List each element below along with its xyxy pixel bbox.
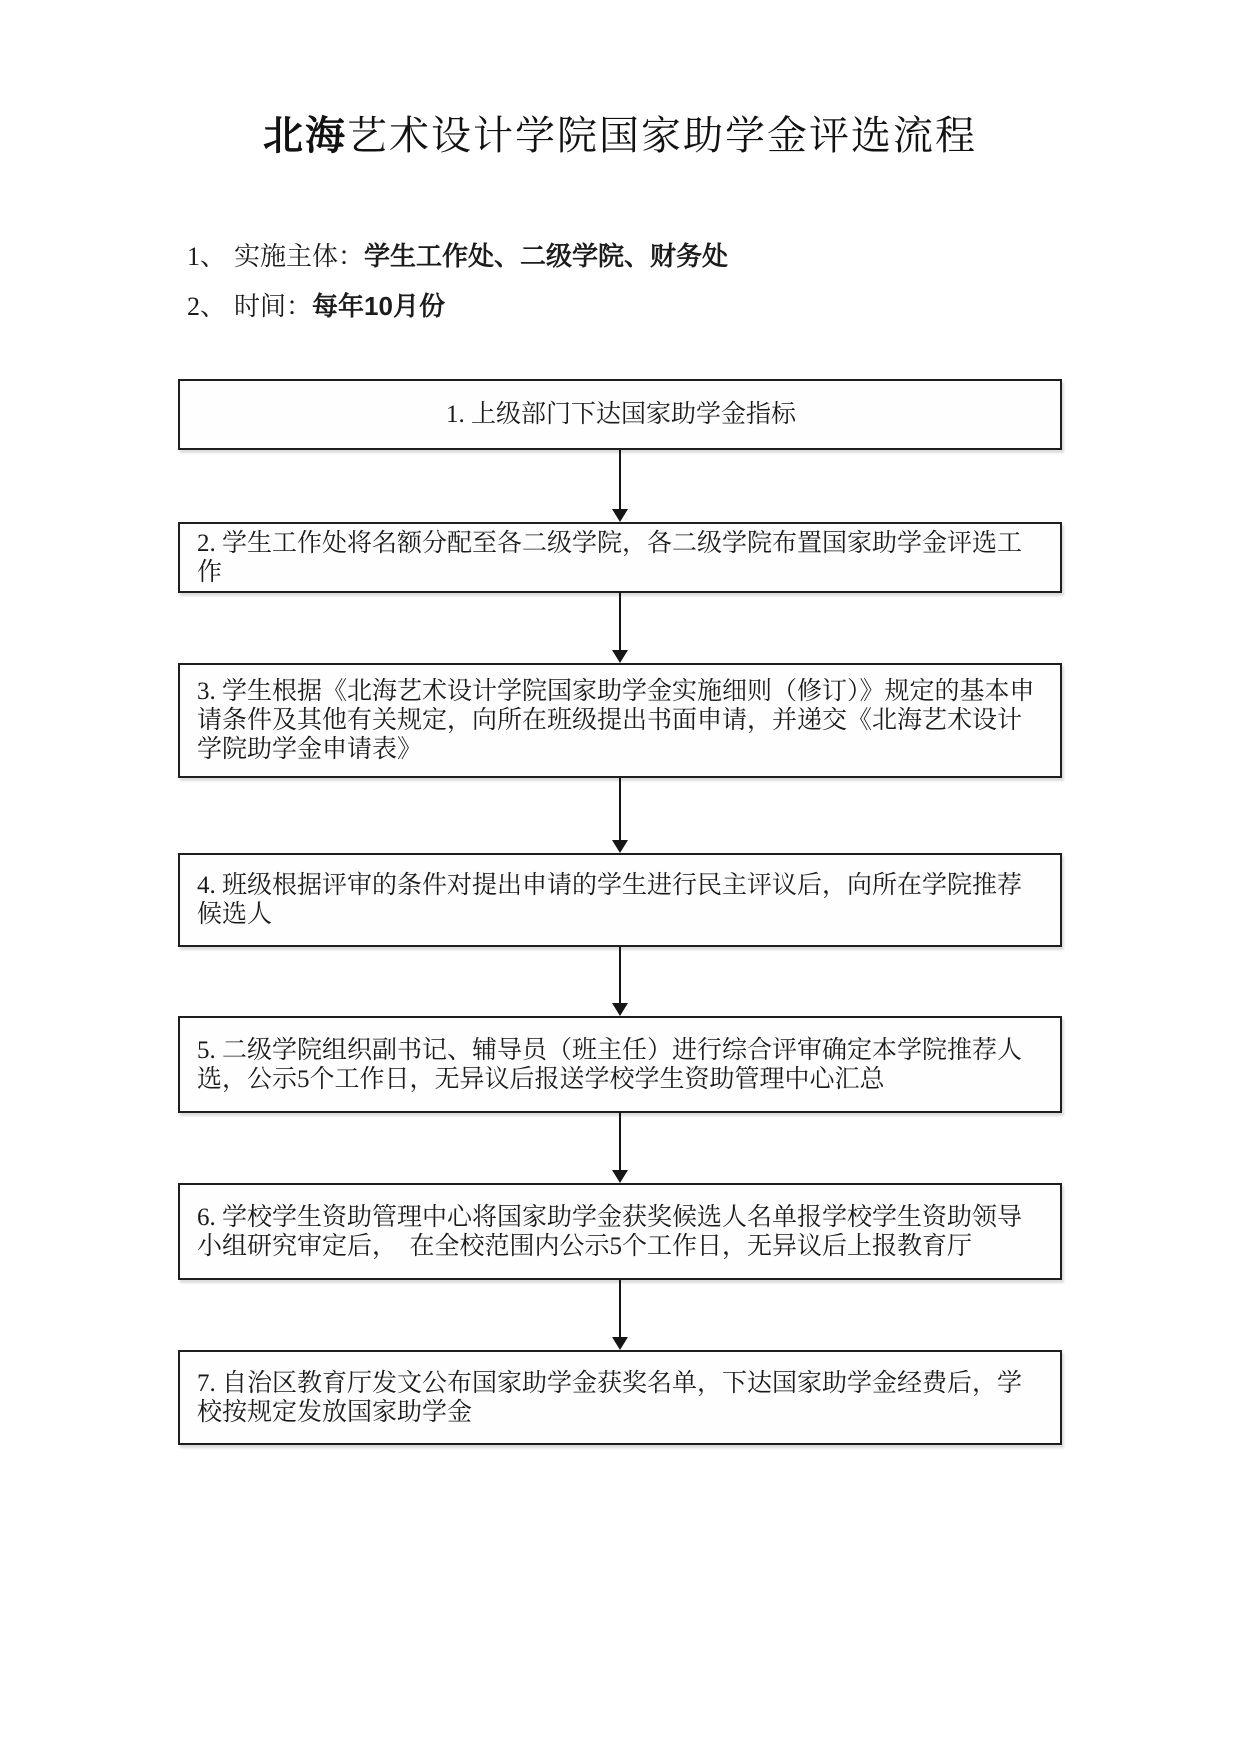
arrow-head-icon <box>612 1003 628 1016</box>
arrow-head-icon <box>612 1337 628 1350</box>
meta-item-value: 学生工作处、二级学院、财务处 <box>364 241 729 271</box>
arrow-head-icon <box>612 1170 628 1183</box>
meta-item-number: 1、 <box>187 242 227 271</box>
arrow-down-6 <box>612 1280 628 1350</box>
arrow-down-3 <box>612 778 628 853</box>
flow-step-4 <box>178 853 1062 947</box>
meta-item-number: 2、 <box>187 292 227 321</box>
flow-step-2-text: 2. 学生工作处将名额分配至各二级学院，各二级学院布置国家助学金评选工作 <box>197 529 1023 586</box>
flow-step-6 <box>178 1183 1062 1280</box>
page-title <box>0 104 1240 161</box>
flow-step-3 <box>178 663 1062 778</box>
arrow-line <box>619 1280 621 1338</box>
arrow-line <box>619 593 621 651</box>
meta-item-value: 每年10月份 <box>312 291 445 321</box>
arrow-line <box>619 450 621 510</box>
flow-step-6-text: 6. 学校学生资助管理中心将国家助学金获奖候选人名单报学校学生资助领导小组研究审定后， 在全校范围内公示5个工作日，无异议后上报教育厅 <box>197 1203 1023 1260</box>
meta-item-time <box>187 286 445 323</box>
title-bold-part: 北海 <box>263 114 347 158</box>
flow-step-3-text: 3. 学生根据《北海艺术设计学院国家助学金实施细则（修订）》规定的基本申请条件及其他有关规定，向所在班级提出书面申请，并递交《北海艺术设计学院助学金申请表》 <box>197 678 1035 763</box>
flow-step-4-text: 4. 班级根据评审的条件对提出申请的学生进行民主评议后，向所在学院推荐候选人 <box>197 872 1023 928</box>
arrow-head-icon <box>612 650 628 663</box>
title-rest-part: 艺术设计学院国家助学金评选流程 <box>347 114 977 158</box>
flow-step-5-text: 5. 二级学院组织副书记、辅导员（班主任）进行综合评审确定本学院推荐人选，公示5个工作日，无异议后报送学校学生资助管理中心汇总 <box>197 1036 1023 1093</box>
arrow-head-icon <box>612 509 628 522</box>
arrow-head-icon <box>612 840 628 853</box>
flow-step-2 <box>178 522 1062 593</box>
flow-step-7-text: 7. 自治区教育厅发文公布国家助学金获奖名单，下达国家助学金经费后，学校按规定发放国家助学金 <box>197 1369 1023 1426</box>
arrow-line <box>619 778 621 841</box>
arrow-line <box>619 1113 621 1171</box>
flow-step-1-text: 1. 上级部门下达国家助学金指标 <box>445 401 796 428</box>
arrow-down-5 <box>612 1113 628 1183</box>
arrow-down-1 <box>612 450 628 522</box>
arrow-down-2 <box>612 593 628 663</box>
flow-step-7 <box>178 1350 1062 1445</box>
meta-item-subject <box>187 236 728 273</box>
flow-step-5 <box>178 1016 1062 1113</box>
arrow-line <box>619 947 621 1004</box>
meta-item-label: 时间： <box>234 291 313 321</box>
meta-item-label: 实施主体： <box>234 241 365 271</box>
arrow-down-4 <box>612 947 628 1016</box>
flow-step-1 <box>178 379 1062 450</box>
